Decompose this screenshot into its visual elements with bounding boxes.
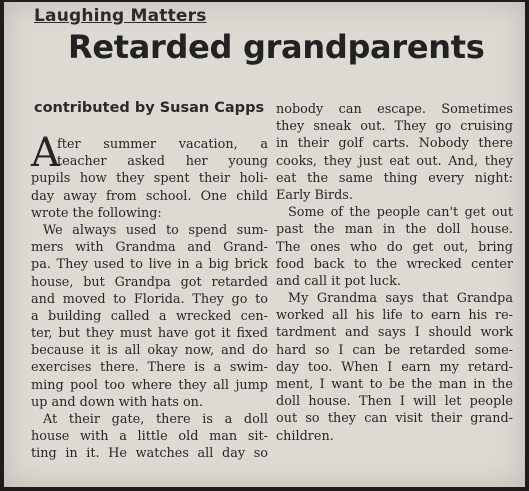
- article-line: and call it pot luck.: [276, 273, 401, 289]
- section-title: Laughing Matters: [34, 6, 207, 26]
- article-line: in their golf carts. Nobody there: [276, 136, 513, 152]
- article-column-right: [276, 101, 513, 445]
- byline: contributed by Susan Capps: [34, 100, 265, 116]
- article-line: ter, but they must have got it fixed: [31, 326, 268, 342]
- article-line: pa. They used to live in a big brick: [31, 257, 268, 273]
- article-line: pupils how they spent their holi-: [31, 171, 268, 187]
- article-line: nobody can escape. Sometimes: [276, 102, 513, 117]
- article-line: exercises there. There is a swim-: [31, 360, 268, 376]
- drop-cap: A: [31, 130, 60, 176]
- article-line: teacher asked her young: [57, 154, 268, 170]
- article-line: The ones who do get out, bring: [276, 239, 513, 255]
- article-line: past the man in the doll house.: [276, 222, 513, 238]
- article-line: mers with Grandma and Grand-: [31, 240, 268, 256]
- article-line: tardment and says I should work: [276, 325, 513, 341]
- article-line: ming pool too where they all jump: [31, 377, 268, 393]
- article-line: Some of the people can't get out: [288, 205, 513, 221]
- article-line: a building called a wrecked cen-: [31, 308, 268, 324]
- article-line: children.: [276, 428, 334, 444]
- article-line: At their gate, there is a doll: [43, 412, 268, 427]
- article-line: worked all his life to earn his re-: [276, 308, 513, 324]
- article-line: cooks, they just eat out. And, they: [276, 153, 513, 169]
- article-line: My Grandma says that Grandpa: [288, 291, 513, 307]
- article-line: wrote the following:: [31, 205, 162, 221]
- article-line: up and down with hats on.: [31, 394, 203, 410]
- article-line: We always used to spend sum-: [43, 222, 268, 238]
- article-line: they sneak out. They go cruising: [276, 119, 513, 135]
- article-line: ment, I want to be the man in the: [276, 377, 513, 392]
- article-line: ting in it. He watches all day so: [31, 446, 268, 462]
- article-line: and moved to Florida. They go to: [31, 291, 268, 307]
- article-line: food back to the wrecked center: [276, 256, 513, 272]
- article-line: house with a little old man sit-: [31, 429, 268, 445]
- article-line: house, but Grandpa got retarded: [31, 274, 268, 290]
- article-line: Early Birds.: [276, 187, 353, 203]
- article-line: because it is all okay now, and do: [31, 343, 268, 359]
- article-line: day too. When I earn my retard-: [276, 359, 513, 375]
- article-line: eat the same thing every night:: [276, 170, 513, 186]
- article-line: doll house. Then I will let people: [276, 394, 513, 410]
- article-line: day away from school. One child: [31, 188, 268, 204]
- article-line: fter summer vacation, a: [57, 137, 268, 152]
- article-column-left: [31, 130, 268, 463]
- article-line: hard so I can be retarded some-: [276, 342, 513, 358]
- headline: Retarded grandparents: [68, 28, 485, 66]
- article-line: out so they can visit their grand-: [276, 411, 513, 427]
